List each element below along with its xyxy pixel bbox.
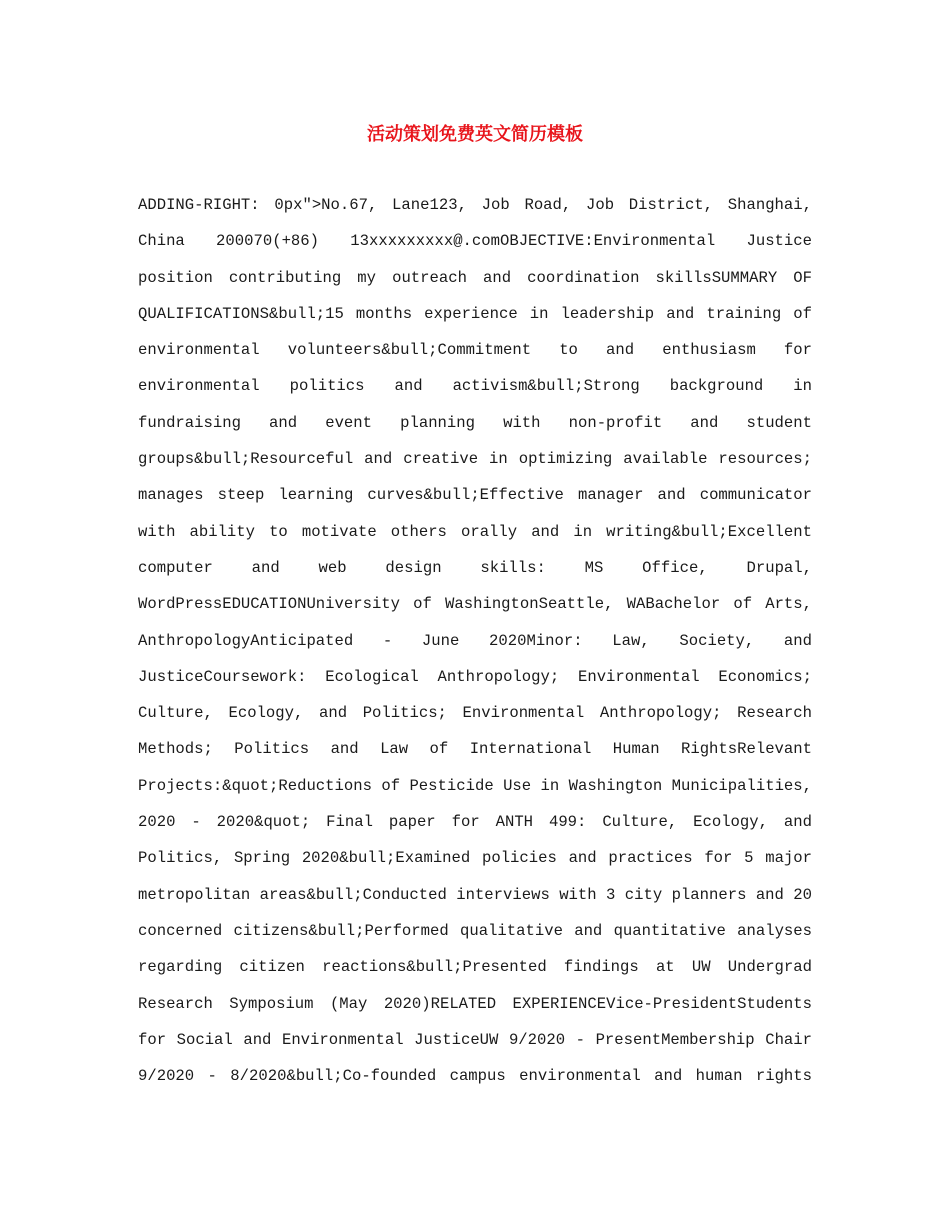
text-line: computer and web design skills: MS Office, Drupal, xyxy=(138,558,812,577)
text-line: Culture, Ecology, and Politics; Environmental Anthropology; Research xyxy=(138,704,812,723)
text-line: JusticeCoursework: Ecological Anthropology; Environmental Economics; xyxy=(138,667,812,686)
text-line: ADDING-RIGHT: 0px">No.67, Lane123, Job Road, Job District, Shanghai, xyxy=(138,196,812,214)
text-line: groups&bull;Resourceful and creative in optimizing available resources; xyxy=(138,450,812,469)
text-line: China 200070(+86) 13xxxxxxxxx@.comOBJECTIVE:Environmental Justice xyxy=(138,232,812,251)
text-line: Methods; Politics and Law of International Human RightsRelevant xyxy=(138,740,812,759)
text-line: Projects:&quot;Reductions of Pesticide Use in Washington Municipalities, xyxy=(138,776,812,795)
resume-body-text xyxy=(138,187,812,1094)
document-title: 活动策划免费英文简历模板 xyxy=(367,124,583,145)
text-line: Research Symposium (May 2020)RELATED EXPERIENCEVice-PresidentStudents xyxy=(138,994,812,1013)
text-line: fundraising and event planning with non-profit and student xyxy=(138,413,812,432)
text-line: concerned citizens&bull;Performed qualitative and quantitative analyses xyxy=(138,921,812,940)
text-line: QUALIFICATIONS&bull;15 months experience in leadership and training of xyxy=(138,304,812,323)
text-line: metropolitan areas&bull;Conducted interviews with 3 city planners and 20 xyxy=(138,885,812,904)
text-line: 2020 - 2020&quot; Final paper for ANTH 499: Culture, Ecology, and xyxy=(138,813,812,832)
text-line: Politics, Spring 2020&bull;Examined policies and practices for 5 major xyxy=(138,849,812,868)
text-line: environmental politics and activism&bull;Strong background in xyxy=(138,377,812,396)
text-line: 9/2020 - 8/2020&bull;Co-founded campus environmental and human rights xyxy=(138,1067,812,1086)
text-line: manages steep learning curves&bull;Effective manager and communicator xyxy=(138,486,812,505)
text-line: regarding citizen reactions&bull;Presented findings at UW Undergrad xyxy=(138,958,812,977)
text-line: AnthropologyAnticipated - June 2020Minor: Law, Society, and xyxy=(138,631,812,650)
text-line: environmental volunteers&bull;Commitment to and enthusiasm for xyxy=(138,341,812,360)
text-line: WordPressEDUCATIONUniversity of WashingtonSeattle, WABachelor of Arts, xyxy=(138,595,812,614)
text-line: with ability to motivate others orally and in writing&bull;Excellent xyxy=(138,522,812,541)
text-line: for Social and Environmental JusticeUW 9/2020 - PresentMembership Chair xyxy=(138,1030,812,1049)
text-line: position contributing my outreach and coordination skillsSUMMARY OF xyxy=(138,268,812,287)
